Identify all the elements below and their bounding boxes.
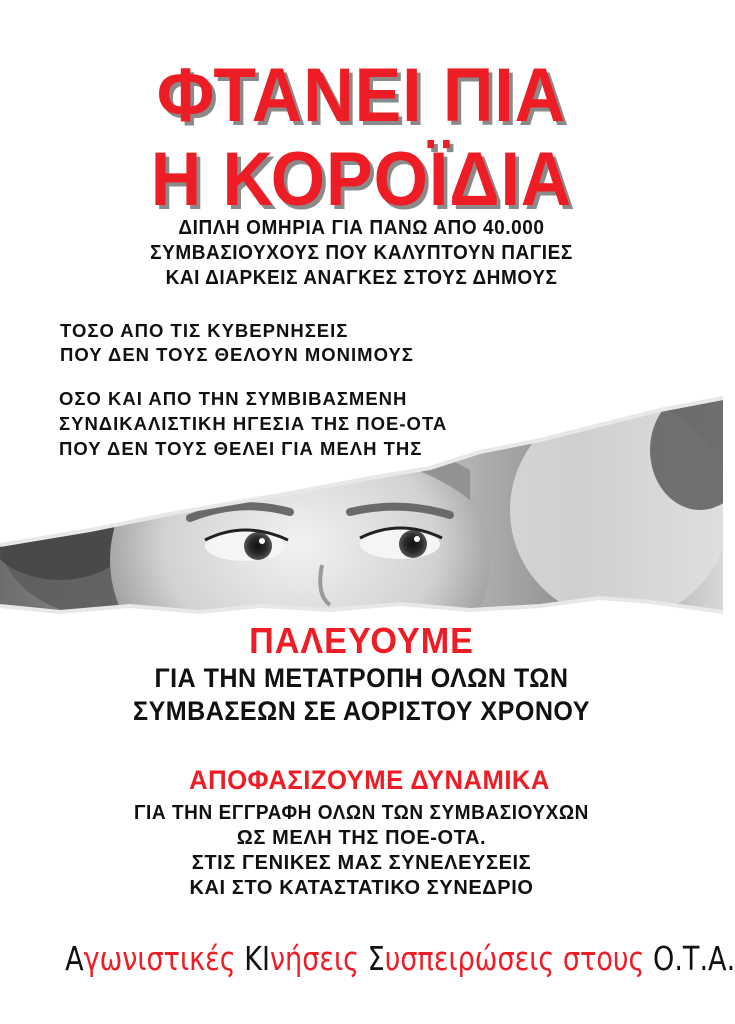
decide-heading: ΑΠΟΦΑΣΙΖΟΥΜΕ ΔΥΝΑΜΙΚΑ (189, 765, 550, 795)
subtitle-line-2: ΣΥΜΒΑΣΙΟΥΧΟΥΣ ΠΟΥ ΚΑΛΥΠΤΟΥΝ ΠΑΓΙΕΣ (150, 242, 573, 264)
title-line-1: ΦΤΑΝΕΙ ΠΙΑ (156, 53, 567, 138)
fight-line-1: ΓΙΑ ΤΗΝ ΜΕΤΑΤΡΟΠΗ ΟΛΩΝ ΤΩΝ (154, 663, 569, 693)
paragraph1-line-1: ΤΟΣΟ ΑΠΟ ΤΙΣ ΚΥΒΕΡΝΗΣΕΙΣ (60, 320, 349, 341)
footer-word2-cap: ΚΙ (244, 939, 270, 978)
footer-word1-cap: Α (65, 939, 84, 978)
footer-word1-rest: γωνιστικές (83, 939, 236, 978)
footer-word3-cap: Σ (367, 939, 385, 978)
decide-line-2: ΩΣ ΜΕΛΗ ΤΗΣ ΠΟΕ-ΟΤΑ. (236, 827, 487, 849)
fight-heading: ΠΑΛΕΥΟΥΜΕ (249, 620, 474, 661)
footer-word3-rest: υσπειρώσεις (384, 939, 555, 978)
title-line-2: Η ΚΟΡΟΪΔΙΑ (150, 137, 573, 222)
footer-word4: στους (562, 939, 645, 978)
fight-line-2: ΣΥΜΒΑΣΕΩΝ ΣΕ ΑΟΡΙΣΤΟΥ ΧΡΟΝΟΥ (133, 696, 590, 726)
decide-line-1: ΓΙΑ ΤΗΝ ΕΓΓΡΑΦΗ ΟΛΩΝ ΤΩΝ ΣΥΜΒΑΣΙΟΥΧΩΝ (134, 802, 589, 824)
footer-word5: Ο.Τ.Α. (653, 939, 735, 978)
paragraph2-line-3: ΠΟΥ ΔΕΝ ΤΟΥΣ ΘΕΛΕΙ ΓΙΑ ΜΕΛΗ ΤΗΣ (59, 438, 423, 459)
decide-line-4: ΚΑΙ ΣΤΟ ΚΑΤΑΣΤΑΤΙΚΟ ΣΥΝΕΔΡΙΟ (189, 877, 534, 899)
decide-line-3: ΣΤΙΣ ΓΕΝΙΚΕΣ ΜΑΣ ΣΥΝΕΛΕΥΣΕΙΣ (191, 852, 532, 874)
organization-signature (65, 939, 735, 978)
paragraph2-line-2: ΣΥΝΔΙΚΑΛΙΣΤΙΚΗ ΗΓΕΣΙΑ ΤΗΣ ΠΟΕ-ΟΤΑ (59, 413, 448, 434)
subtitle-line-1: ΔΙΠΛΗ ΟΜΗΡΙΑ ΓΙΑ ΠΑΝΩ ΑΠΟ 40.000 (178, 217, 545, 239)
subtitle-line-3: ΚΑΙ ΔΙΑΡΚΕΙΣ ΑΝΑΓΚΕΣ ΣΤΟΥΣ ΔΗΜΟΥΣ (165, 267, 558, 289)
paragraph1-line-2: ΠΟΥ ΔΕΝ ΤΟΥΣ ΘΕΛΟΥΝ ΜΟΝΙΜΟΥΣ (60, 344, 414, 365)
footer-word2-rest: νήσεις (269, 939, 360, 978)
paragraph2-line-1: ΟΣΟ ΚΑΙ ΑΠΟ ΤΗΝ ΣΥΜΒΙΒΑΣΜΕΝΗ (59, 388, 408, 409)
